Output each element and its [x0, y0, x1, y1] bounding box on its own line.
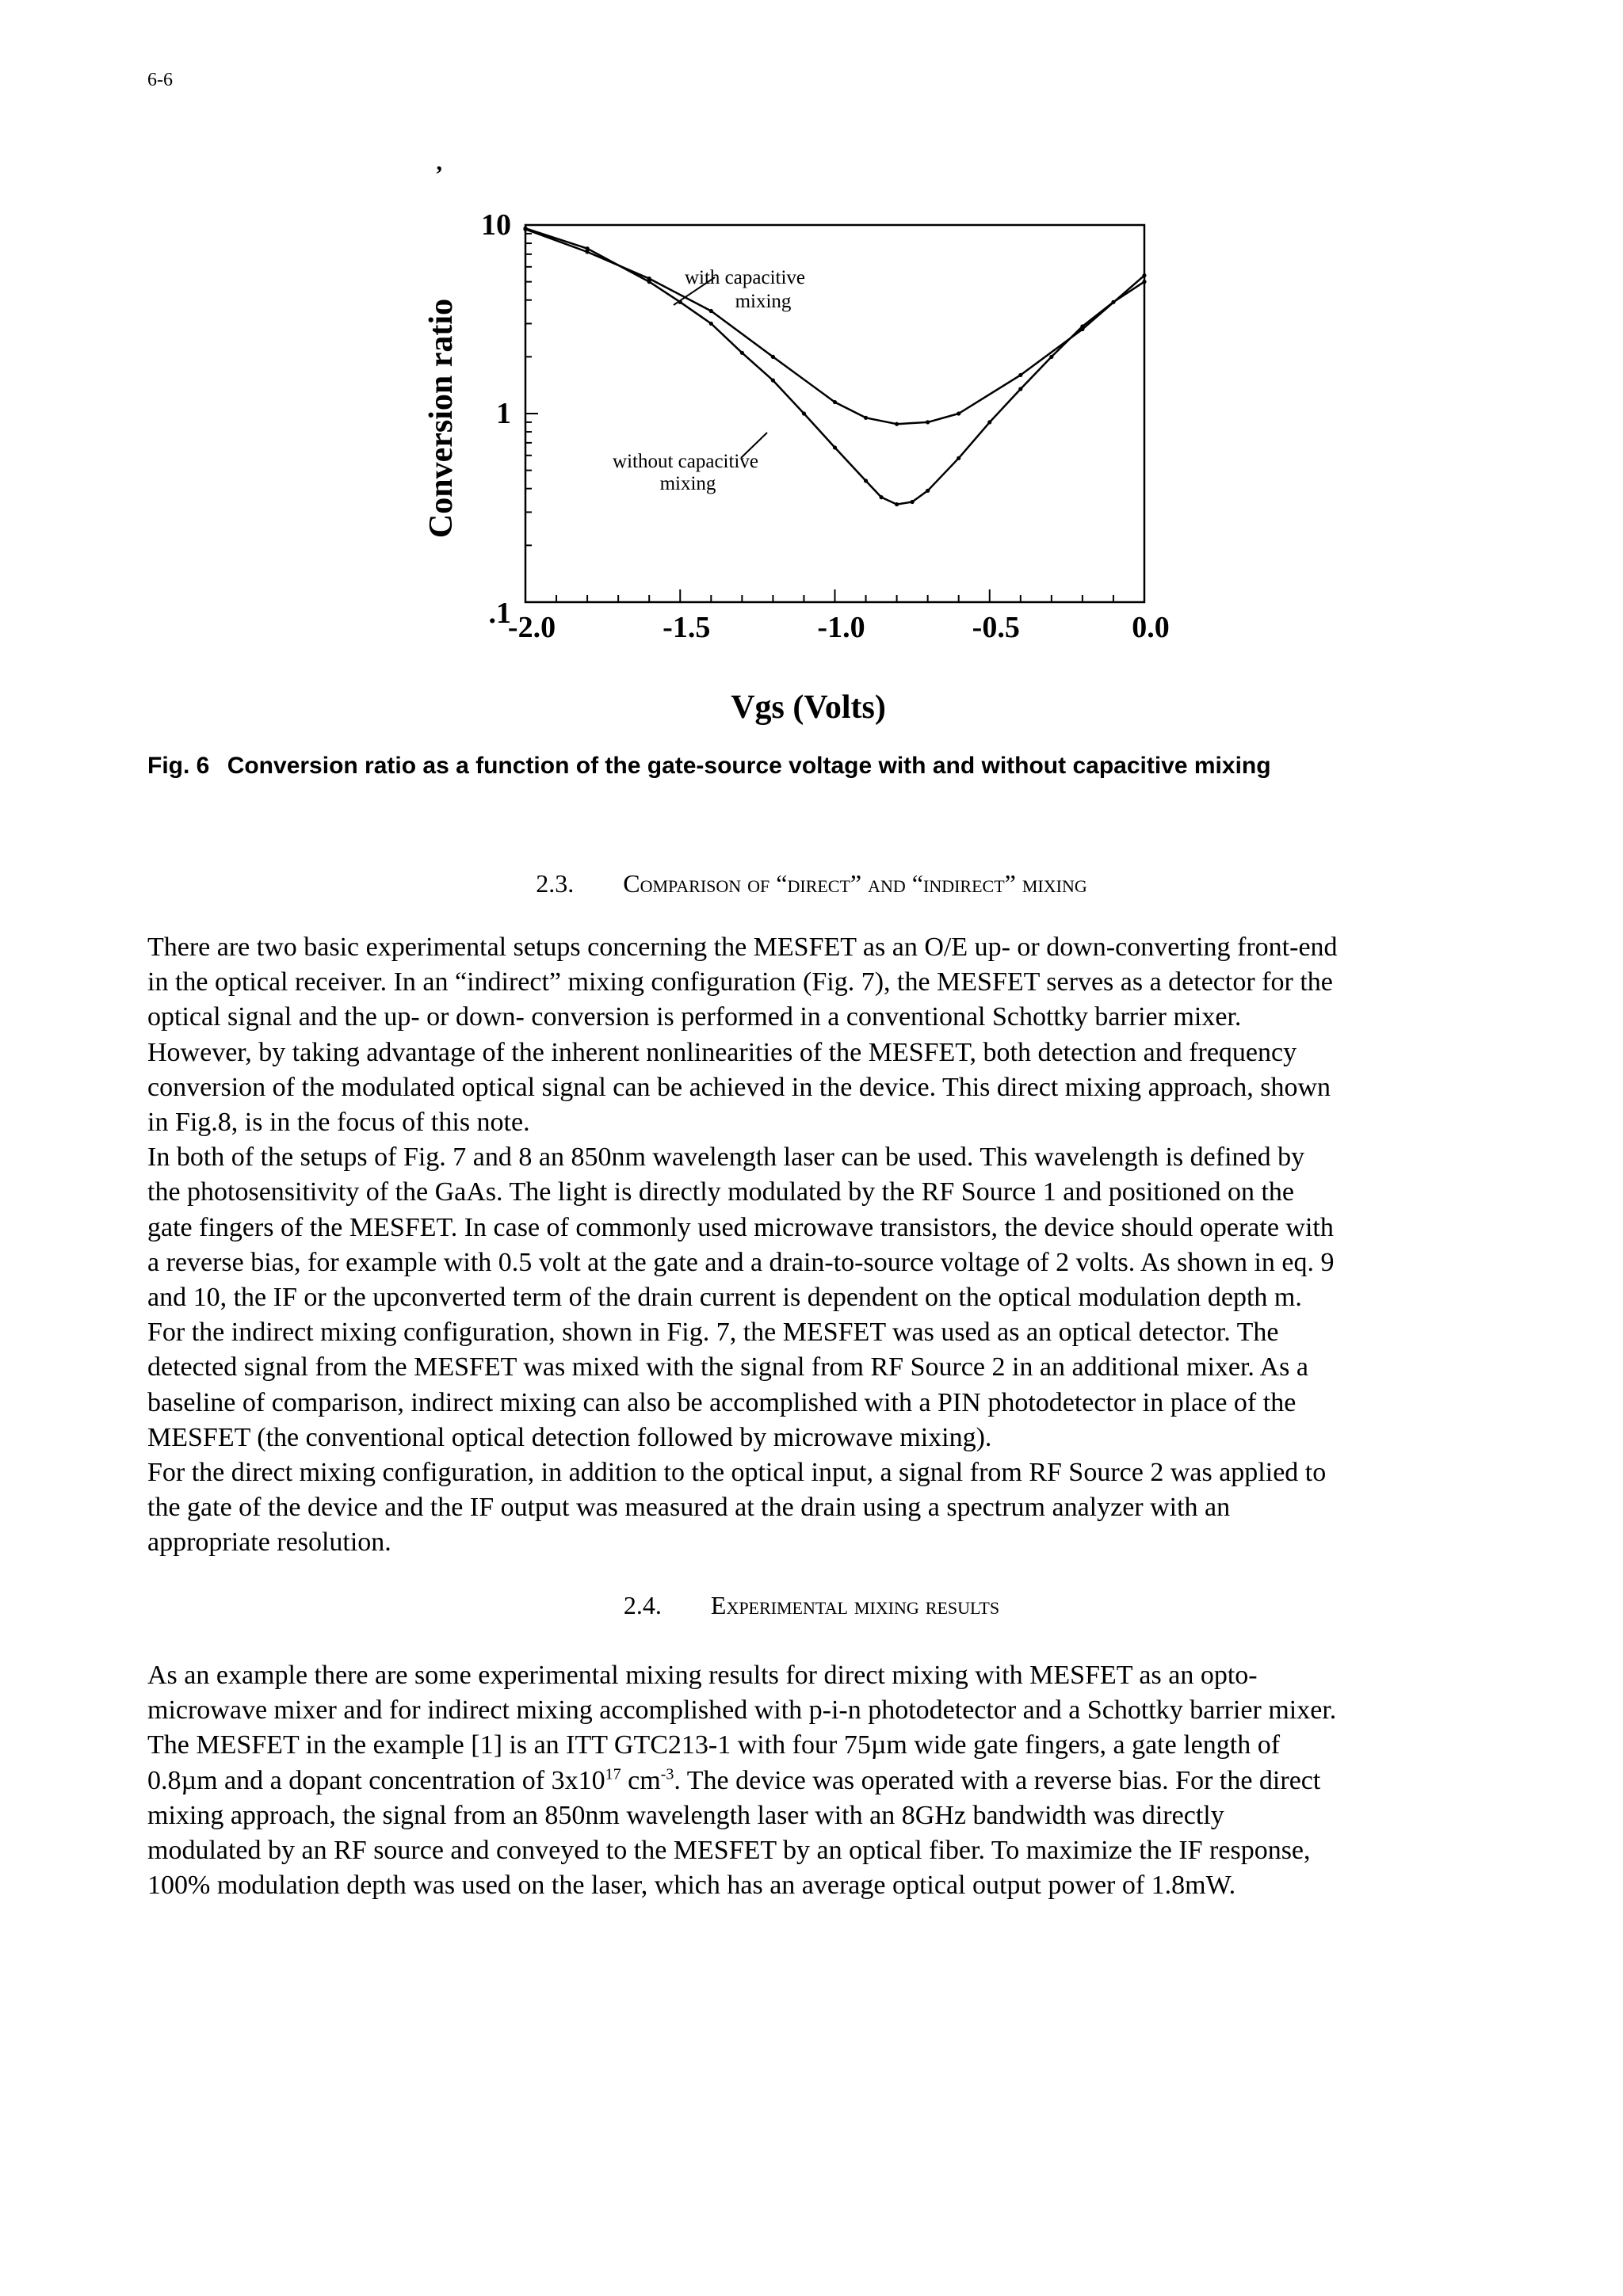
section-heading-2-4	[0, 1591, 1623, 1620]
data-point	[1018, 387, 1022, 391]
annotation-without-capacitive: mixing	[659, 473, 716, 494]
text-line: gate fingers of the MESFET. In case of commonly used microwave transistors, the device should operate with	[147, 1212, 1334, 1242]
data-point	[895, 502, 899, 506]
data-point	[523, 227, 527, 231]
figure-caption	[147, 753, 1487, 780]
text-line: conversion of the modulated optical signal can be achieved in the device. This direct mixing approach, shown	[147, 1072, 1331, 1102]
text-line: optical signal and the up- or down- conversion is performed in a conventional Schottky barrier mixer.	[147, 1002, 1242, 1032]
data-point	[879, 495, 883, 499]
data-point	[1111, 300, 1115, 304]
conversion-ratio-chart	[0, 0, 1623, 761]
y-tick-labels	[481, 208, 511, 630]
plot-frame	[525, 225, 1144, 602]
data-point	[833, 400, 837, 404]
annotation-with-capacitive: with capacitive	[684, 267, 806, 288]
data-point	[987, 420, 991, 424]
data-point	[957, 411, 960, 415]
text-run: cm	[621, 1765, 661, 1795]
data-point	[926, 489, 930, 493]
text-line: in Fig.8, is in the focus of this note.	[147, 1108, 530, 1138]
x-tick-label: 0.0	[1132, 611, 1170, 644]
x-tick-label: -2.0	[507, 611, 556, 644]
text-line: However, by taking advantage of the inherent nonlinearities of the MESFET, both detection and frequency	[147, 1037, 1297, 1067]
stray-mark: ʼ	[435, 162, 443, 188]
data-point	[1018, 373, 1022, 377]
figure-6	[0, 0, 1623, 761]
paragraph-2	[147, 1658, 1487, 1903]
annotation-without-capacitive: without capacitive	[613, 451, 758, 472]
data-point	[586, 246, 590, 250]
section-heading-2-3	[0, 869, 1623, 898]
data-point	[740, 351, 744, 355]
data-point	[709, 309, 713, 313]
text-line: For the direct mixing configuration, in addition to the optical input, a signal from RF Source 2 was applied to	[147, 1458, 1327, 1488]
data-point	[1142, 280, 1146, 284]
data-point	[771, 378, 775, 382]
section-number: 2.4.	[623, 1591, 662, 1619]
data-point	[957, 456, 960, 460]
text-line: in the optical receiver. In an “indirect” mixing configuration (Fig. 7), the MESFET serves as a detector for the	[147, 967, 1333, 997]
x-tick-label: -1.0	[817, 611, 865, 644]
text-line: modulated by an RF source and conveyed to the MESFET by an optical fiber. To maximize the IF response,	[147, 1836, 1311, 1866]
paragraph-1	[147, 930, 1487, 1561]
text-line: There are two basic experimental setups concerning the MESFET as an O/E up- or down-converting front-end	[147, 933, 1338, 962]
data-point	[1080, 324, 1084, 328]
section-title: Comparison of “direct” and “indirect” mixing	[623, 869, 1087, 898]
data-point	[864, 416, 868, 420]
caption-text: Conversion ratio as a function of the gate-source voltage with and without capacitive mixing	[227, 753, 1271, 779]
minor-ticks	[525, 225, 1144, 602]
data-point	[911, 500, 915, 504]
data-point	[709, 322, 713, 326]
text-line: detected signal from the MESFET was mixed with the signal from RF Source 2 in an additional mixer. As a	[147, 1352, 1308, 1383]
series-line-with-capacitive	[525, 229, 1144, 424]
data-point	[1049, 355, 1053, 359]
section-title: Experimental mixing results	[710, 1591, 1000, 1619]
x-axis-label: Vgs (Volts)	[731, 689, 886, 726]
y-tick-label: 10	[481, 208, 511, 242]
caption-label: Fig. 6	[147, 753, 210, 779]
y-tick-label: .1	[488, 597, 511, 630]
text-line: the photosensitivity of the GaAs. The light is directly modulated by the RF Source 1 and positioned on the	[147, 1177, 1295, 1207]
page-number: 6-6	[147, 70, 173, 90]
annotation-with-capacitive: mixing	[735, 291, 792, 312]
text-line: baseline of comparison, indirect mixing can also be accomplished with a PIN photodetector in place of the	[147, 1387, 1296, 1417]
text-run: . The device was operated with a reverse bias. For the direct	[674, 1765, 1321, 1795]
text-line: appropriate resolution.	[147, 1527, 391, 1558]
text-line: As an example there are some experimental mixing results for direct mixing with MESFET as an opto-	[147, 1661, 1258, 1690]
text-line	[147, 1764, 1487, 1798]
text-line: mixing approach, the signal from an 850nm wavelength laser with an 8GHz bandwidth was directly	[147, 1800, 1224, 1830]
text-line: The MESFET in the example [1] is an ITT GTC213-1 with four 75µm wide gate fingers, a gate length of	[147, 1730, 1281, 1760]
text-line: MESFET (the conventional optical detection followed by microwave mixing).	[147, 1422, 992, 1452]
y-axis-label: Conversion ratio	[423, 298, 460, 539]
y-tick-label: 1	[496, 397, 511, 430]
text-line: microwave mixer and for indirect mixing accomplished with p-i-n photodetector and a Schottky barrier mixer.	[147, 1695, 1337, 1726]
superscript: -3	[660, 1765, 674, 1783]
x-tick-labels	[508, 611, 1170, 644]
data-point	[802, 411, 806, 415]
superscript: 17	[605, 1765, 621, 1783]
text-line: For the indirect mixing configuration, shown in Fig. 7, the MESFET was used as an optical detector. The	[147, 1318, 1279, 1348]
data-point	[926, 420, 930, 424]
data-point	[833, 445, 837, 449]
text-line: and 10, the IF or the upconverted term of the drain current is dependent on the optical modulation depth m.	[147, 1283, 1302, 1313]
data-point	[1142, 273, 1146, 277]
x-tick-label: -0.5	[972, 611, 1020, 644]
data-point	[895, 422, 899, 426]
annotations	[613, 267, 805, 494]
x-tick-label: -1.5	[663, 611, 711, 644]
text-line: 100% modulation depth was used on the laser, which has an average optical output power of 1.8mW.	[147, 1871, 1236, 1901]
text-line: the gate of the device and the IF output was measured at the drain using a spectrum analyzer with an	[147, 1493, 1231, 1523]
text-run: 0.8µm and a dopant concentration of 3x10	[147, 1765, 605, 1795]
text-line: In both of the setups of Fig. 7 and 8 an 850nm wavelength laser can be used. This wavelength is defined by	[147, 1142, 1305, 1173]
data-point	[647, 280, 651, 284]
section-number: 2.3.	[536, 869, 575, 898]
data-point	[864, 479, 868, 482]
text-line: a reverse bias, for example with 0.5 volt at the gate and a drain-to-source voltage of 2 volts. As shown in eq. 9	[147, 1247, 1335, 1277]
data-point	[771, 355, 775, 359]
